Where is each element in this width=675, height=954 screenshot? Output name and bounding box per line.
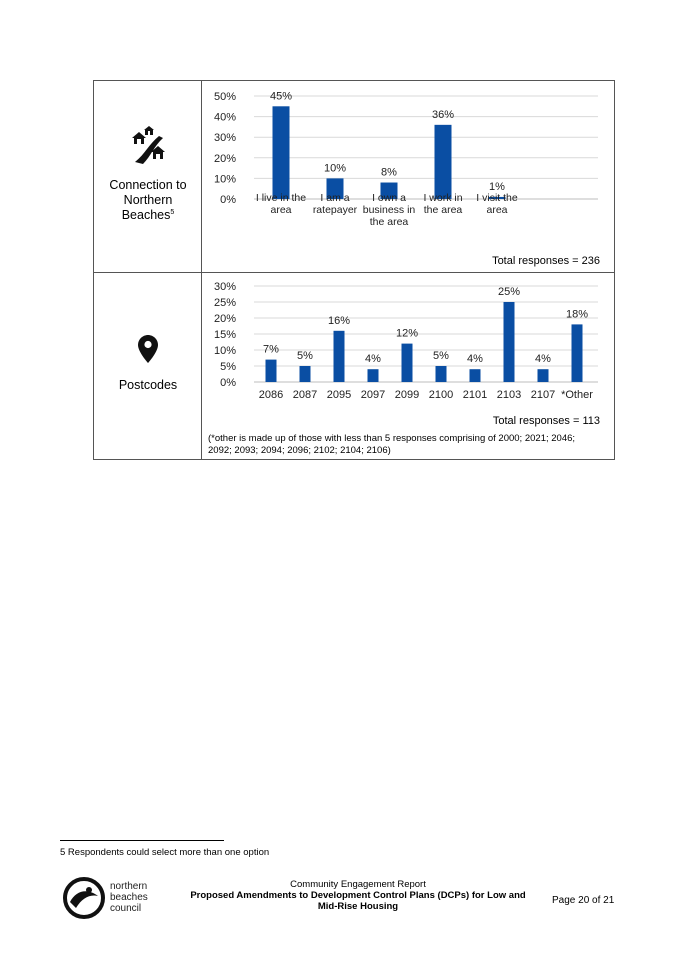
bar	[470, 369, 481, 382]
data-label: 4%	[467, 353, 483, 366]
data-label: 5%	[433, 350, 449, 362]
category-label: I live in the	[255, 192, 307, 204]
category-label: 2099	[394, 389, 420, 401]
data-label: 12%	[395, 327, 419, 340]
category-label: area	[270, 204, 292, 216]
y-tick-label: 25%	[213, 297, 236, 309]
category-label: *Other	[561, 389, 593, 401]
bar	[402, 344, 413, 382]
footer-report-title: Proposed Amendments to Development Control Plans (DCPs) for Low and	[190, 890, 526, 901]
row-label-connection: Connection to Northern Beaches$^5$	[109, 178, 187, 222]
category-label: 2097	[360, 389, 386, 401]
table-row-connection	[94, 81, 614, 273]
bar	[572, 324, 583, 382]
category-label: 2095	[326, 389, 352, 401]
bar	[436, 366, 447, 382]
category-label: 2100	[428, 389, 454, 401]
postcodes-bar-chart	[202, 273, 614, 403]
y-tick-label: 30%	[213, 132, 236, 145]
category-label: 2107	[530, 389, 556, 401]
category-label: I visit the	[476, 192, 518, 204]
council-logo-text: northern beaches council	[110, 881, 148, 914]
y-tick-label: 50%	[213, 91, 236, 103]
bar	[266, 360, 277, 382]
houses-road-icon	[129, 126, 169, 166]
y-tick-label: 40%	[213, 111, 236, 124]
footnote-divider	[60, 840, 224, 841]
category-label: 2086	[258, 389, 284, 401]
table-row-postcodes	[94, 273, 614, 459]
category-label: the area	[423, 204, 463, 216]
data-label: 8%	[381, 166, 397, 179]
data-label: 10%	[323, 162, 347, 175]
category-label: 2101	[462, 389, 488, 401]
data-label: 36%	[431, 108, 455, 121]
y-tick-label: 5%	[220, 361, 236, 373]
category-label: I own a	[372, 192, 406, 204]
chart-cell-postcodes	[202, 273, 614, 459]
connection-bar-chart	[202, 81, 614, 251]
other-postcodes-note: (*other is made up of those with less than 5 responses comprising of 2000; 2021; 2046; 2092; 2093; 2094; 2096; 2102; 2104; 2106)	[208, 433, 576, 456]
data-label: 5%	[297, 350, 313, 362]
bar	[300, 366, 311, 382]
data-label: 1%	[489, 180, 505, 193]
y-tick-label: 20%	[213, 152, 236, 165]
location-pin-icon	[138, 335, 158, 363]
category-label: 2087	[292, 389, 318, 401]
footer-report-title-cont: Mid-Rise Housing	[317, 901, 399, 912]
category-label: business in	[362, 204, 416, 216]
category-label: the area	[369, 216, 409, 228]
y-tick-label: 10%	[213, 173, 236, 186]
bar	[538, 369, 549, 382]
chart-cell-connection	[202, 81, 614, 272]
footnote: 5 Respondents could select more than one option	[60, 847, 270, 858]
results-table	[93, 80, 615, 460]
bar	[273, 106, 290, 199]
bar	[504, 302, 515, 382]
bar	[435, 125, 452, 199]
data-label: 18%	[565, 308, 589, 321]
category-label: I am a	[320, 192, 350, 204]
y-tick-label: 20%	[213, 313, 236, 325]
y-tick-label: 10%	[213, 345, 236, 357]
y-tick-label: 15%	[213, 329, 236, 341]
category-label: I work in	[423, 192, 463, 204]
y-tick-label: 0%	[220, 377, 236, 389]
category-label: 2103	[496, 389, 522, 401]
label-cell-connection	[94, 81, 202, 272]
page-number: Page 20 of 21	[552, 895, 615, 906]
council-logo-icon	[62, 876, 106, 920]
bar	[368, 369, 379, 382]
data-label: 7%	[263, 343, 279, 356]
category-label: ratepayer	[312, 204, 358, 216]
total-responses-postcodes: Total responses = 113	[492, 415, 600, 427]
data-label: 4%	[535, 353, 551, 366]
footer-report-name: Community Engagement Report	[290, 879, 426, 890]
data-label: 4%	[365, 353, 381, 366]
y-tick-label: 0%	[220, 194, 236, 206]
data-label: 16%	[327, 314, 351, 327]
y-tick-label: 30%	[213, 281, 236, 293]
data-label: 45%	[269, 90, 293, 103]
label-cell-postcodes	[94, 273, 202, 459]
total-responses-connection: Total responses = 236	[492, 255, 600, 267]
category-label: area	[486, 204, 508, 216]
data-label: 25%	[497, 286, 521, 298]
bar	[334, 331, 345, 382]
row-label-postcodes: Postcodes	[118, 378, 178, 392]
